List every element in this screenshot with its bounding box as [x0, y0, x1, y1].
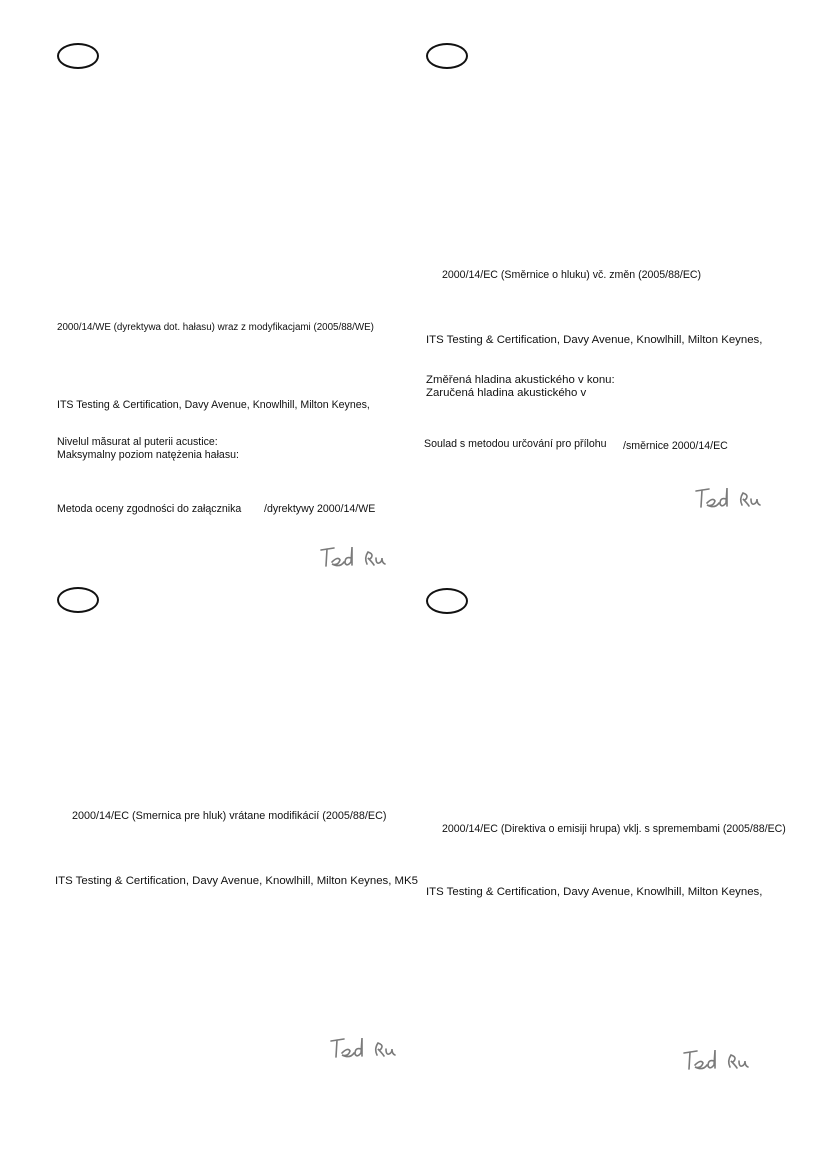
max-level-label: Maksymalny poziom natężenia hałasu:	[57, 449, 239, 461]
directive-text: 2000/14/EC (Direktiva o emisiji hrupa) vklj. s spremembami (2005/88/EC)	[442, 823, 786, 835]
conformity-directive-text: /směrnice 2000/14/EC	[623, 440, 728, 452]
conformity-directive-text: /dyrektywy 2000/14/WE	[264, 503, 376, 515]
directive-text: 2000/14/EC (Smernica pre hluk) vrátane modifikácií (2005/88/EC)	[72, 810, 387, 822]
signature	[328, 1035, 400, 1061]
country-code-oval	[57, 43, 99, 69]
signature	[693, 485, 765, 511]
conformity-method-text: Soulad s metodou určování pro přílohu	[424, 438, 607, 450]
notified-body-text: ITS Testing & Certification, Davy Avenue, Knowlhill, Milton Keynes, MK5	[55, 875, 418, 887]
signature	[318, 544, 390, 570]
guaranteed-level-label: Zaručená hladina akustického v	[426, 387, 587, 399]
notified-body-text: ITS Testing & Certification, Davy Avenue, Knowlhill, Milton Keynes,	[426, 886, 763, 898]
measured-level-label: Změřená hladina akustického v konu:	[426, 374, 615, 386]
country-code-oval	[57, 587, 99, 613]
country-code-oval	[426, 43, 468, 69]
notified-body-text: ITS Testing & Certification, Davy Avenue, Knowlhill, Milton Keynes,	[426, 334, 763, 346]
notified-body-text: ITS Testing & Certification, Davy Avenue, Knowlhill, Milton Keynes,	[57, 399, 370, 411]
signature	[681, 1047, 753, 1073]
country-code-oval	[426, 588, 468, 614]
conformity-method-text: Metoda oceny zgodności do załącznika	[57, 503, 242, 515]
measured-level-label: Nivelul măsurat al puterii acustice:	[57, 436, 218, 448]
directive-text: 2000/14/EC (Směrnice o hluku) vč. změn (2005/88/EC)	[442, 269, 702, 281]
directive-text: 2000/14/WE (dyrektywa dot. hałasu) wraz z modyfikacjami (2005/88/WE)	[57, 322, 374, 333]
